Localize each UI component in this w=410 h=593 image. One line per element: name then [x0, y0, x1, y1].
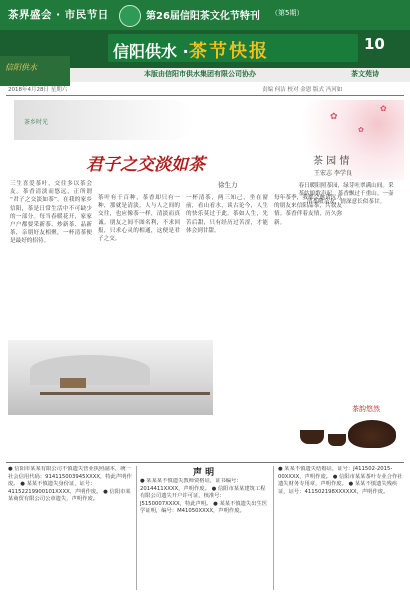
hill-shape [30, 355, 150, 385]
article-column-2: 茶叶有千百种，茶香却只有一种，那就是清淡。人与人之间的交往，也应像茶一样，清淡而真诚。朋友之间不图名利，不求回报，只求心灵的相通，这便是君子之交。 [98, 195, 180, 243]
left-brand-text: 信阳供水 [5, 63, 37, 72]
column-label: 茶乡时光 [24, 119, 49, 126]
sponsor-line: 本版由信阳市供水集团有限公司协办 [144, 70, 256, 78]
section-tag: 茶文苑诗 [351, 70, 379, 78]
article-headline: 君子之交淡如茶 [86, 155, 205, 175]
festival-logo-icon [119, 5, 141, 27]
pavilion-shape [60, 378, 86, 388]
notice-column-3: ● 某某不慎遗失结婚证，证号：J411502-2015-00XXXX，声明作废。 ● 信阳市某某茶叶专业合作社遗失财务专用章，声明作废。 ● 某某不慎遗失残疾证，证号：411502198XXXXXX，声明作废。 [278, 466, 403, 495]
article-column-1: 三生喜爱茶叶，交往多以茶会友。茶香清淡而悠远，正所谓 “君子之交淡如茶”。在我的家乡信阳，茶是日常生活中不可缺少的一部分。每当春暖花开，家家户户都要采新茶、炒新茶、品新茶，亲朋好友相聚，一杯清茶便是最好的招待。 [10, 181, 92, 245]
poem-title: 茶 园 情 [313, 156, 350, 167]
notice-rule [6, 462, 404, 463]
column-divider [273, 466, 274, 590]
staff-line: 责编 何洁 校对 金恩 版式 冯河如 [262, 87, 343, 93]
poem-text: 春日暖阳照茶园，绿芽吐翠满山间。采茶姑娘歌声起，茶香飘过千重山。一壶清茶敬亲友，情深意长似茶甘。 [298, 183, 394, 206]
notice-column-1: ● 信阳市某某有限公司不慎遗失营业执照副本，统一社会信用代码：914115003945XXXX，特此声明作废。 ● 某某不慎遗失身份证，证号：41152219900101XXXX，声明作废。 ● 信阳市某某商贸有限公司公章遗失，声明作废。 [8, 466, 132, 503]
edition-title: 第26届信阳茶文化节特刊 [146, 11, 260, 22]
top-rule [6, 95, 404, 96]
tea-cup-icon [300, 430, 324, 444]
main-title-right: 茶节快报 [189, 41, 269, 62]
page-number: 10 [364, 35, 385, 53]
date-line: 2018年4月28日 星期六 [8, 87, 68, 93]
tea-cup-icon [328, 434, 346, 446]
plum-blossom-icon: ✿ [330, 112, 338, 122]
masthead-slogan: 茶界盛会 · 市民节日 [8, 9, 109, 21]
poem-seal: 茶韵悠然 [352, 405, 380, 413]
teapot-icon [348, 420, 396, 448]
article-byline: 徐生力 [218, 181, 238, 189]
bridge-shape [40, 392, 210, 395]
main-title-left: 信阳供水 · [113, 42, 189, 61]
edition-number: （第5期） [271, 9, 304, 17]
article-column-4: 每年茶季，我都会邀请远方的朋友来信阳品茶，共叙友情。茶香伴着友情，历久弥新。 [274, 195, 342, 226]
notice-title: 声 明 [193, 468, 215, 478]
plum-blossom-icon: ✿ [380, 104, 387, 113]
column-divider [136, 466, 137, 590]
poem-author: 王宏志 李学良 [314, 170, 352, 177]
article-column-3: 一杯清茶，两三知己，坐在窗前，看山看水，谈古论今，人生的快乐莫过于此。茶如人生，先苦后甜，只有经历过苦涩，才能体会到甘甜。 [186, 195, 268, 234]
plum-blossom-icon: ✿ [358, 126, 364, 134]
notice-column-2: ● 某某某不慎遗失教师资格证，证书编号：2014411XXXX，声明作废。 ● 信阳市某某建筑工程有限公司遗失开户许可证，核准号：J5150007XXXX，特此声明。 ● 某某不慎遗失出生医学证明，编号：M41050XXXX，声明作废。 [140, 478, 268, 515]
